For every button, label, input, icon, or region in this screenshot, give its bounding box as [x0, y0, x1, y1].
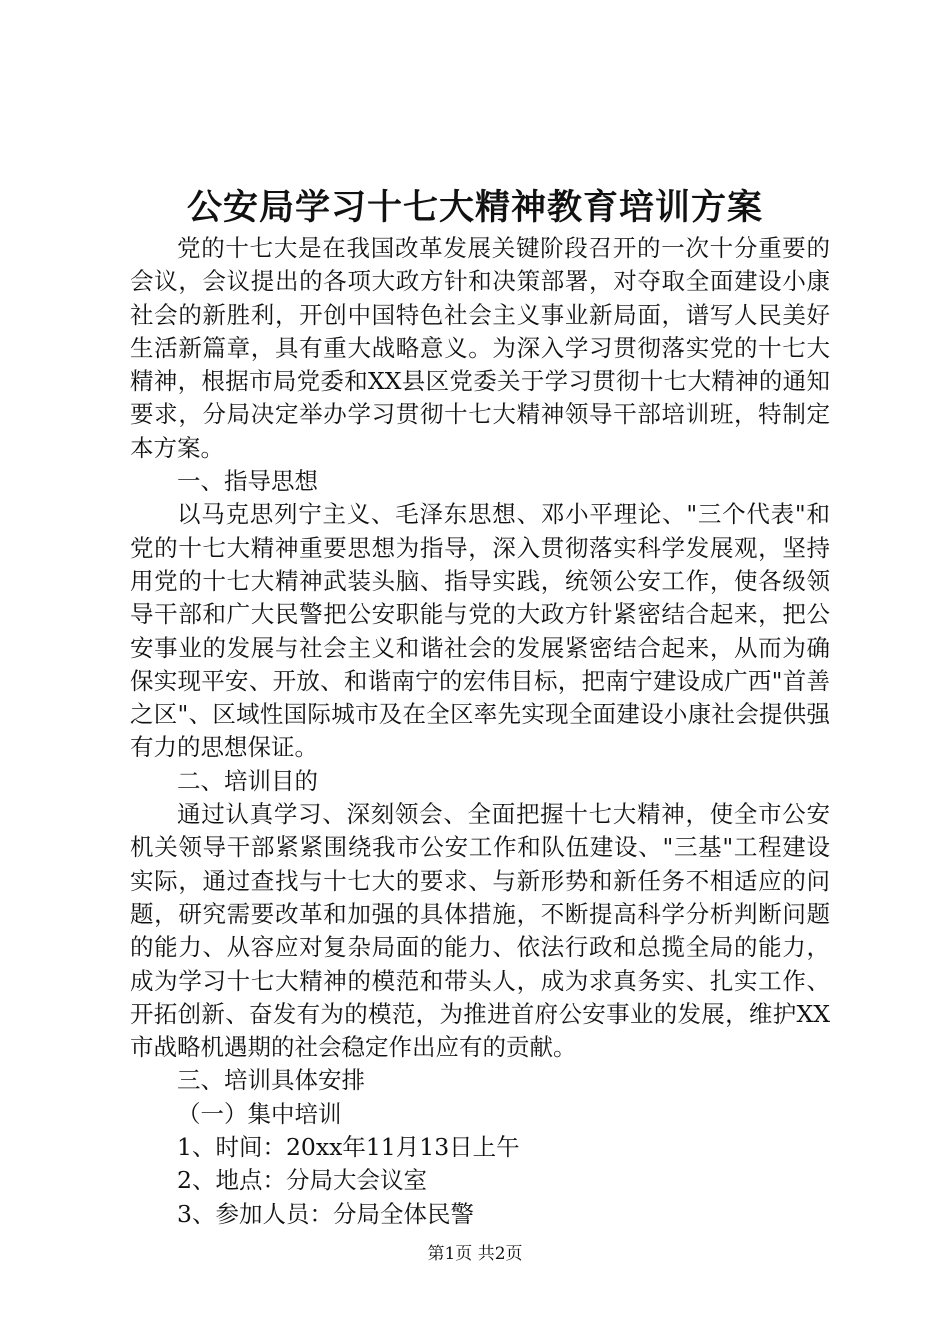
section-heading-guiding-ideology: 一、指导思想	[177, 467, 318, 496]
document-title: 公安局学习十七大精神教育培训方案	[186, 187, 763, 228]
intro-paragraph: 党的十七大是在我国改革发展关键阶段召开的一次十分重要的会议，会议提出的各项大政方针和决策部署，对夺取全面建设小康社会的新胜利，开创中国特色社会主义事业新局面，谱写人民美好生活新篇章，具有重大战略意义。为深入学习贯彻落实党的十七大精神，根据市局党委和XX县区党委关于学习贯彻十七大精神的通知要求，分局决定举办学习贯彻十七大精神领导干部培训班，特制定本方案。	[130, 234, 830, 462]
page-number-footer: 第1页 共2页	[427, 1244, 523, 1264]
section-paragraph-guiding-ideology: 以马克思列宁主义、毛泽东思想、邓小平理论、"三个代表"和党的十七大精神重要思想为指导，深入贯彻落实科学发展观，坚持用党的十七大精神武装头脑、指导实践，统领公安工作，使各级领导干部和广大民警把公安职能与党的大政方针紧密结合起来，把公安事业的发展与社会主义和谐社会的发展紧密结合起来，从而为确保实现平安、开放、和谐南宁的宏伟目标，把南宁建设成广西"首善之区"、区域性国际城市及在全区率先实现全面建设小康社会提供强有力的思想保证。	[130, 500, 830, 762]
list-item-time: 1、时间：20xx年11月13日上午	[177, 1133, 520, 1162]
document-body	[130, 232, 830, 1231]
list-item-participants: 3、参加人员：分局全体民警	[177, 1199, 474, 1228]
subsection-heading-centralized-training: （一）集中培训	[177, 1099, 342, 1128]
section-heading-training-arrangement: 三、培训具体安排	[177, 1066, 365, 1095]
list-item-location: 2、地点：分局大会议室	[177, 1166, 427, 1195]
section-paragraph-training-purpose: 通过认真学习、深刻领会、全面把握十七大精神，使全市公安机关领导干部紧紧围绕我市公安工作和队伍建设、"三基"工程建设实际，通过查找与十七大的要求、与新形势和新任务不相适应的问题，研究需要改革和加强的具体措施，不断提高科学分析判断问题的能力、从容应对复杂局面的能力、依法行政和总揽全局的能力，成为学习十七大精神的模范和带头人，成为求真务实、扎实工作、开拓创新、奋发有为的模范，为推进首府公安事业的发展，维护XX市战略机遇期的社会稳定作出应有的贡献。	[130, 800, 830, 1062]
section-heading-training-purpose: 二、培训目的	[177, 766, 318, 795]
